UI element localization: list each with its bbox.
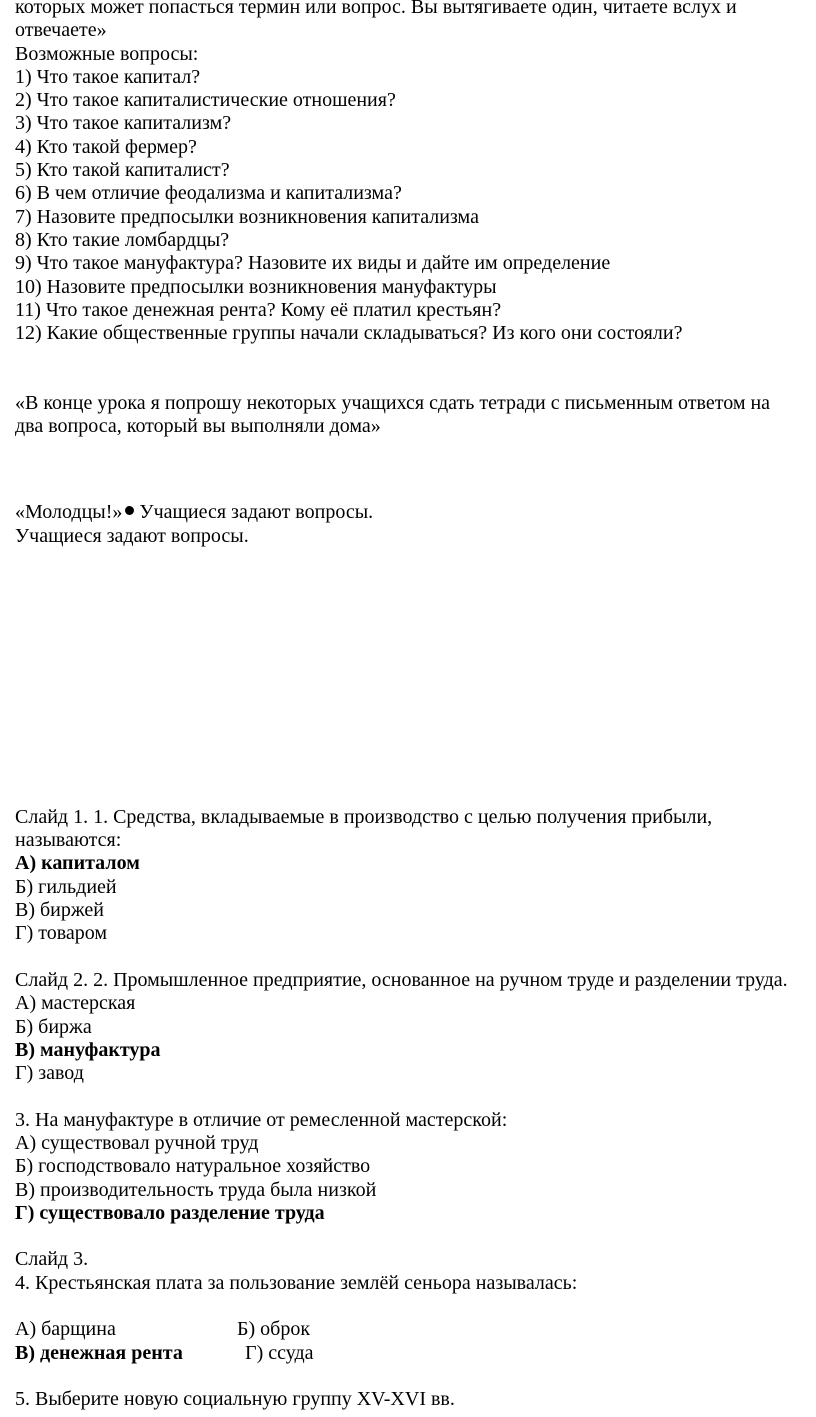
praise-line [15,501,805,524]
intro-line-1: которых может попасться термин или вопрос. Вы вытягиваете один, читаете вслух и [15,0,737,18]
slide2-q2-option: А) мастерская [15,992,136,1015]
question-item: 11) Что такое денежная рента? Кому её платил крестьян? [15,298,502,321]
question-item: 2) Что такое капиталистические отношения? [15,89,396,112]
question-item: 1) Что такое капитал? [15,65,201,88]
question-item: 8) Кто такие ломбардцы? [15,228,230,251]
intro-line-2: отвечаете» [15,19,107,42]
question-item: 12) Какие общественные группы начали складываться? Из кого они состояли? [15,322,683,345]
slide3-question-4: 4. Крестьянская плата за пользование землёй сеньора называлась: [15,1271,578,1294]
slide3-option: А) барщина [15,1318,116,1341]
homework-line-2: два вопроса, который вы выполняли дома» [15,415,381,438]
slide3-option: Г) ссуда [245,1341,314,1364]
slide2-q3-option: В) производительность труда была низкой [15,1178,377,1201]
question-item: 5) Кто такой капиталист? [15,159,230,182]
slide1-option: В) биржей [15,899,105,922]
document-page [15,0,805,1412]
questions-heading: Возможные вопросы: [15,42,199,65]
praise-after-bullet: Учащиеся задают вопросы. [139,501,374,524]
slide2-q3-option: Б) господствовало натуральное хозяйство [15,1155,371,1178]
slide1-option: Б) гильдией [15,875,117,898]
slide3-option-correct: В) денежная рента [15,1341,183,1364]
slide3-title: Слайд 3. [15,1248,89,1271]
slide1-question-line-2: называются: [15,829,122,852]
question-item: 4) Кто такой фермер? [15,135,197,158]
slide1-option: Г) товаром [15,922,108,945]
slide2-q2-option: Г) завод [15,1062,84,1085]
question-item: 3) Что такое капитализм? [15,112,232,135]
slide2-q3-option: А) существовал ручной труд [15,1131,259,1154]
bullet-icon [125,506,134,515]
slide2-question-3: 3. На мануфактуре в отличие от ремесленной мастерской: [15,1108,508,1131]
homework-line-1: «В конце урока я попрошу некоторых учащихся сдать тетради с письменным ответом на [15,392,771,415]
slide2-q2-option-correct: В) мануфактура [15,1038,161,1061]
slide2-q2-option: Б) биржа [15,1015,92,1038]
slide3-options-row-1 [15,1318,805,1341]
question-item: 10) Назовите предпосылки возникновения мануфактуры [15,275,497,298]
slide1-option-correct: А) капиталом [15,852,140,875]
question-item: 7) Назовите предпосылки возникновения капитализма [15,205,479,228]
question-item: 9) Что такое мануфактура? Назовите их виды и дайте им определение [15,252,611,275]
slide3-option: Б) оброк [237,1318,311,1341]
praise-line-2: Учащиеся задают вопросы. [15,524,249,547]
praise-text: «Молодцы!» [15,501,123,524]
question-item: 6) В чем отличие феодализма и капитализма? [15,182,402,205]
slide2-question-2: Слайд 2. 2. Промышленное предприятие, основанное на ручном труде и разделении труда. [15,968,788,991]
slide3-options-row-2 [15,1342,805,1365]
slide3-question-5: 5. Выберите новую социальную группу XV-XVI вв. [15,1388,455,1411]
slide2-q3-option-correct: Г) существовало разделение труда [15,1201,325,1224]
slide1-question-line-1: Слайд 1. 1. Средства, вкладываемые в производство с целью получения прибыли, [15,805,713,828]
